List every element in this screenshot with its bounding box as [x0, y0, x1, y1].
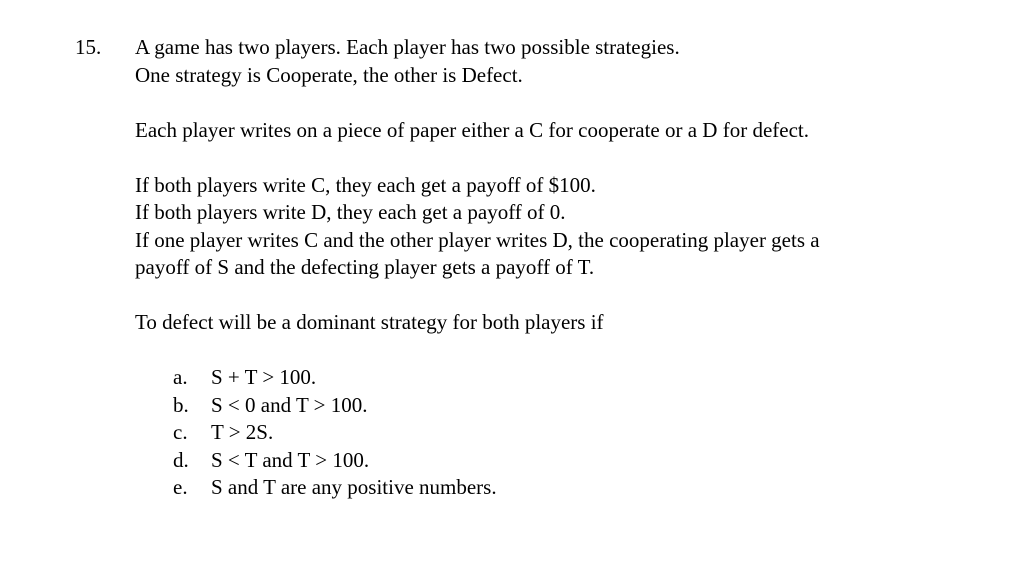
instruction-paragraph — [135, 117, 955, 145]
question-prompt: To defect will be a dominant strategy for both players if — [135, 310, 604, 334]
answer-option-d[interactable] — [173, 447, 993, 475]
option-letter: e. — [173, 475, 188, 499]
option-text: S < 0 and T > 100. — [211, 392, 368, 417]
answer-options — [173, 364, 993, 502]
option-text: S + T > 100. — [211, 365, 317, 389]
answer-option-c[interactable] — [173, 419, 993, 447]
prompt-paragraph — [135, 309, 955, 337]
option-text: T > 2S. — [211, 420, 274, 444]
question-number: 15. — [75, 35, 102, 59]
answer-option-e[interactable] — [173, 474, 993, 502]
answer-option-a[interactable] — [173, 364, 993, 392]
rule-line: If one player writes C and the other player writes D, the cooperating player gets a — [135, 227, 820, 252]
intro-paragraph — [135, 34, 955, 89]
option-letter: d. — [173, 447, 189, 472]
rule-line: If both players write C, they each get a payoff of $100. — [135, 172, 596, 197]
answer-option-b[interactable] — [173, 392, 993, 420]
option-text: S < T and T > 100. — [211, 447, 370, 472]
option-text: S and T are any positive numbers. — [211, 475, 497, 499]
rule-line: payoff of S and the defecting player gets a payoff of T. — [135, 255, 595, 279]
rules-paragraph — [135, 172, 955, 282]
question-body — [135, 34, 955, 502]
intro-line: One strategy is Cooperate, the other is Defect. — [135, 62, 523, 87]
instruction-line: Each player writes on a piece of paper either a C for cooperate or a D for defect. — [135, 117, 809, 142]
option-letter: b. — [173, 392, 189, 417]
rule-line: If both players write D, they each get a payoff of 0. — [135, 200, 566, 224]
option-letter: a. — [173, 365, 188, 389]
option-letter: c. — [173, 420, 188, 444]
intro-line: A game has two players. Each player has two possible strategies. — [135, 35, 680, 59]
